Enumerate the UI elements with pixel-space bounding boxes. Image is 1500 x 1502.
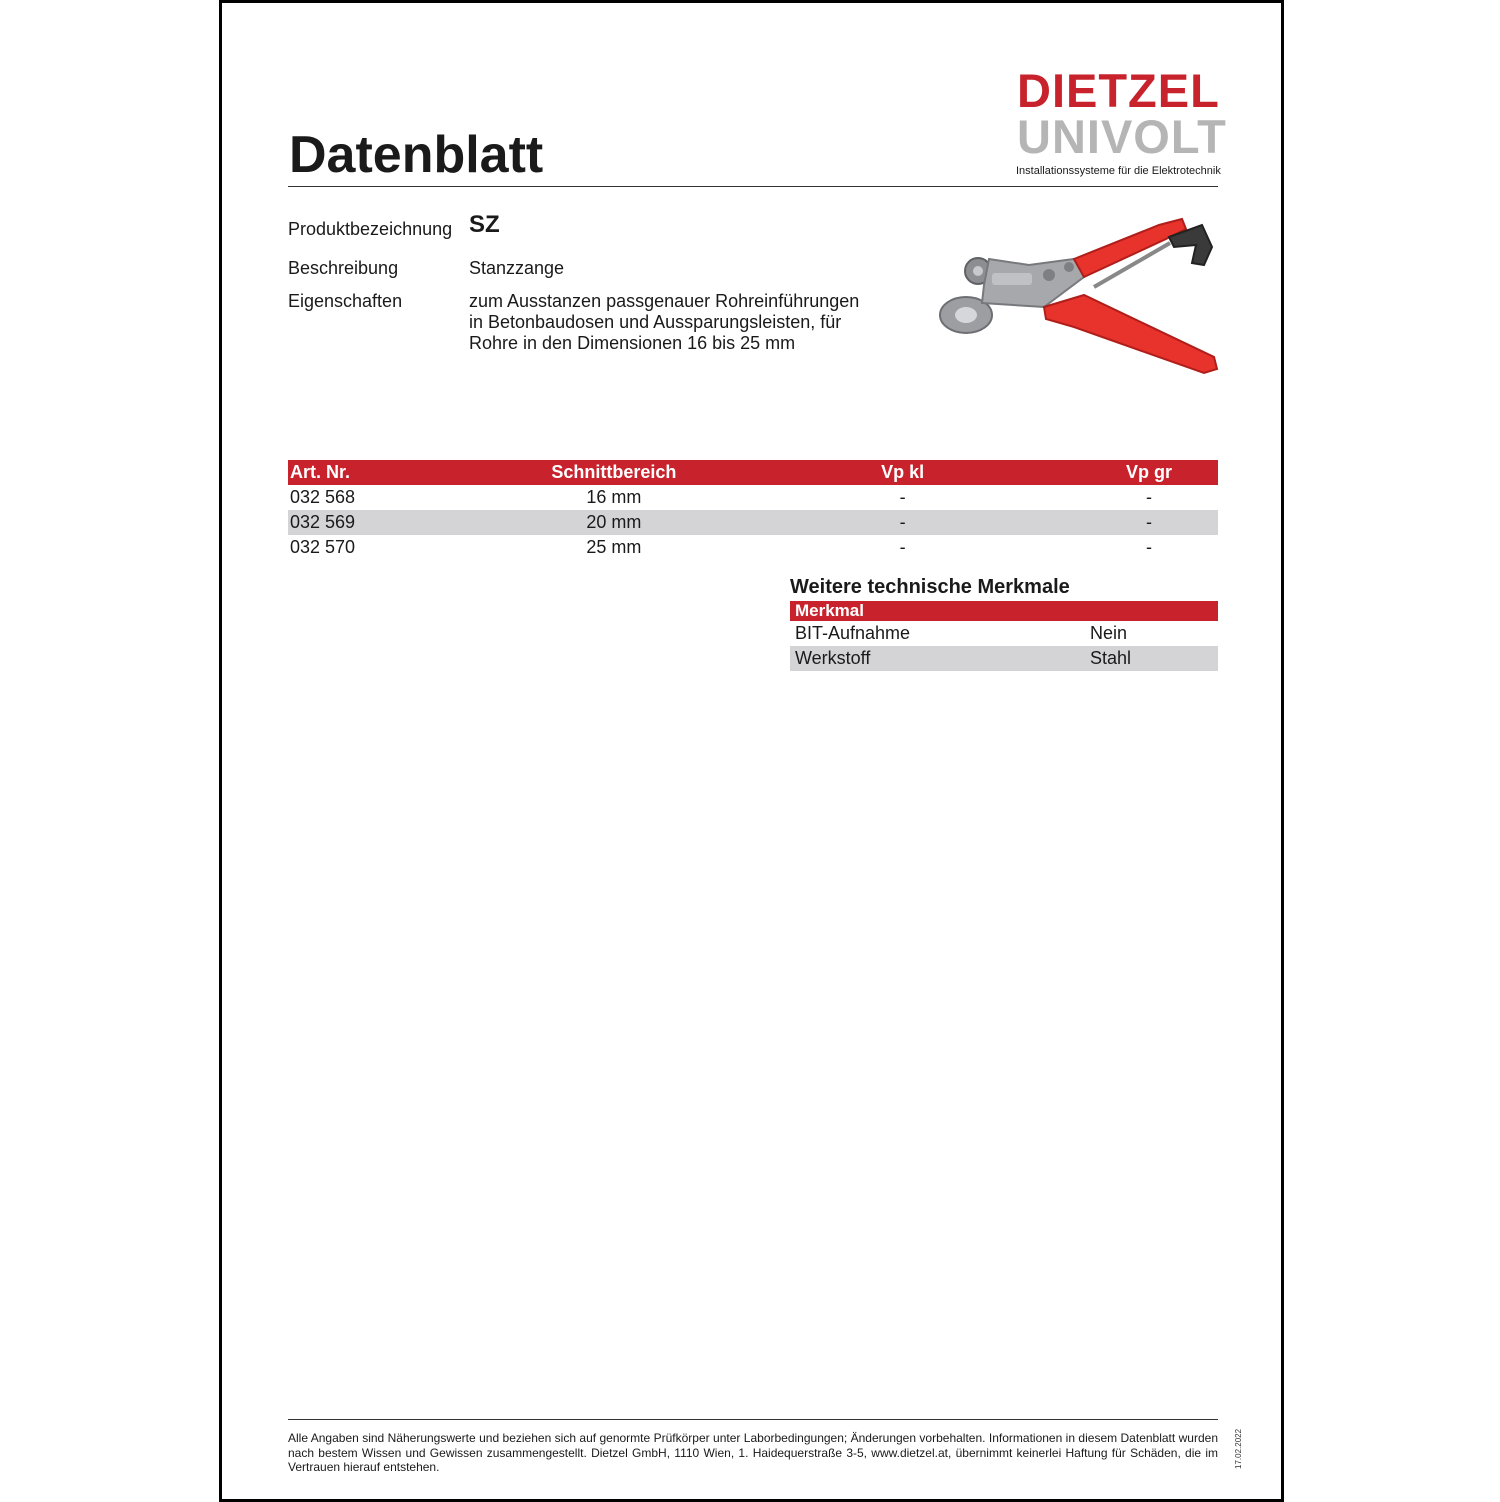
properties-line: in Betonbaudosen und Aussparungsleisten, für: [469, 312, 842, 332]
datasheet-page: [219, 0, 1284, 1502]
brand-logo-univolt: UNIVOLT: [1017, 110, 1227, 163]
header-divider: [288, 186, 1218, 187]
feature-value: Nein: [1090, 623, 1128, 643]
cell-vp-kl: -: [899, 487, 906, 507]
cell-vp-kl: -: [725, 510, 1080, 535]
article-table-header: [288, 460, 1218, 485]
cell-art-nr: 032 568: [290, 487, 356, 507]
product-name-value: SZ: [469, 211, 500, 238]
feature-name: Werkstoff: [790, 646, 1085, 671]
product-name-label: Produktbezeichnung: [288, 219, 453, 239]
description-label: Beschreibung: [288, 258, 399, 278]
feature-value: Stahl: [1085, 646, 1218, 671]
properties-line: zum Ausstanzen passgenauer Rohreinführungen: [469, 291, 860, 311]
brand-tagline: Installationssysteme für die Elektrotechnik: [1016, 165, 1221, 177]
cell-vp-gr: -: [1080, 510, 1218, 535]
document-date: 17.02.2022: [1234, 1428, 1243, 1469]
footer-divider: [288, 1419, 1218, 1420]
cell-vp-kl: -: [899, 537, 906, 557]
description-value: Stanzzange: [469, 258, 565, 278]
cell-schnittbereich: 16 mm: [586, 487, 642, 507]
col-merkmal: Merkmal: [790, 601, 1218, 621]
punch-pliers-image: [934, 207, 1224, 387]
col-vp-kl: Vp kl: [725, 460, 1080, 485]
cell-vp-gr: -: [1145, 537, 1152, 557]
properties-line: Rohre in den Dimensionen 16 bis 25 mm: [469, 333, 796, 353]
footer-disclaimer: Alle Angaben sind Näherungswerte und beziehen sich auf genormte Prüfkörper unter Laborbedingungen; Änderungen vorbehalten. Informationen in diesem Datenblatt wurden nach bestem Wissen und Gewissen zusammengestellt. Dietzel GmbH, 1110 Wien, 1. Haidequerstraße 3-5, www.dietzel.at, übernimmt keinerlei Haftung für Schäden, die im Vertrauen hierauf entstehen.: [288, 1431, 1218, 1474]
cell-art-nr: 032 569: [288, 510, 502, 535]
col-art-nr: Art. Nr.: [288, 460, 502, 485]
col-schnittbereich: Schnittbereich: [502, 460, 725, 485]
cell-vp-gr: -: [1145, 487, 1152, 507]
features-table-header: [790, 601, 1218, 621]
table-row: [790, 621, 1218, 646]
table-row: [790, 646, 1218, 671]
features-title: Weitere technische Merkmale: [790, 576, 1070, 598]
table-row: [288, 510, 1218, 535]
table-row: [288, 535, 1218, 560]
cell-schnittbereich: 20 mm: [502, 510, 725, 535]
cell-art-nr: 032 570: [290, 537, 356, 557]
col-vp-gr: Vp gr: [1080, 460, 1218, 485]
properties-label: Eigenschaften: [288, 291, 403, 311]
feature-name: BIT-Aufnahme: [795, 623, 911, 643]
page-title: Datenblatt: [289, 126, 544, 184]
cell-schnittbereich: 25 mm: [586, 537, 642, 557]
article-table: [288, 460, 1218, 560]
properties-value: [469, 291, 859, 354]
brand-logo-dietzel: DIETZEL: [1017, 64, 1220, 117]
table-row: [288, 485, 1218, 510]
features-table: [790, 601, 1218, 671]
